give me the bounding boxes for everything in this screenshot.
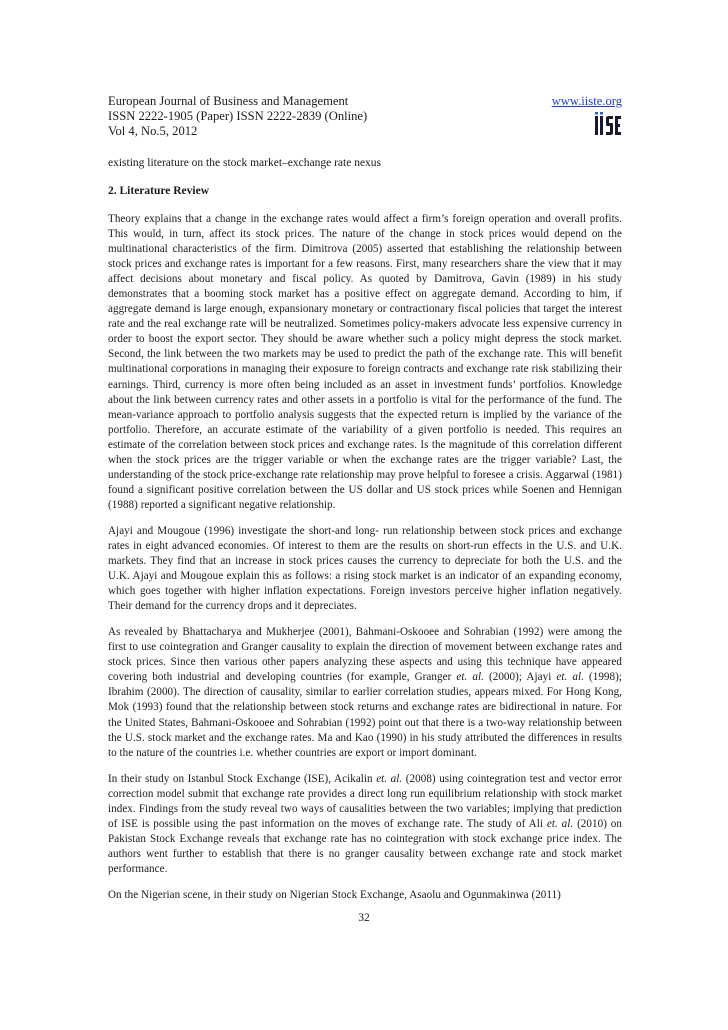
section-heading: 2. Literature Review — [108, 185, 210, 197]
italic-text: et. al. — [546, 817, 574, 830]
page-content — [108, 94, 622, 903]
paragraph-5 — [108, 888, 622, 903]
journal-header — [108, 94, 622, 139]
italic-text: et. al. — [376, 772, 403, 785]
paragraph-text: (2010) on Pakistan Stock Exchange reveals that exchange rate has no cointegration with stock exchange price index. The authors went further to establish that there is no granger causality between exchange rate and stock market performance. — [108, 817, 622, 875]
paragraph-2 — [108, 524, 622, 614]
continuation-line: existing literature on the stock market–exchange rate nexus — [108, 157, 382, 169]
page-number: 32 — [358, 912, 370, 924]
paragraph-text: In their study on Istanbul Stock Exchange (ISE), Acikalin — [108, 772, 377, 785]
journal-url-link[interactable]: www.iiste.org — [551, 94, 622, 108]
paragraph-text: Ajayi and Mougoue (1996) investigate the short-and long- run relationship between stock prices and exchange rates in eight advanced economies. Of interest to them are the results on short-run effects in the U.S. and U.K. markets. They find that an increase in stock prices causes the currency to depreciate for both the U.S. and the U.K. Ajayi and Mougoue explain this as follows: a rising stock market is an indicator of an expanding economy, which goes together with higher inflation expectations. Foreign investors perceive higher inflation negatively. Their demand for the currency drops and it depreciates. — [108, 524, 622, 613]
paragraph-text: On the Nigerian scene, in their study on Nigerian Stock Exchange, Asaolu and Ogunmakinwa (2011) — [108, 888, 561, 901]
italic-text: et. al. — [456, 671, 484, 684]
paragraph-text: (2000); Ajayi — [483, 671, 557, 684]
paragraph-4 — [108, 772, 622, 877]
paragraph-3 — [108, 625, 622, 760]
paragraph-text: Theory explains that a change in the exchange rates would affect a firm’s foreign operation and overall profits. This would, in turn, affect its stock prices. The nature of the change in stock prices would depend on the multinational characteristics of the firm. Dimitrova (2005) asserted that establishing the relationship between stock prices and exchange rates is important for a few reasons. First, many researchers share the view that it may affect decisions about monetary and fiscal policy. As quoted by Damitrova, Gavin (1989) in his study demonstrates that a booming stock market has a positive effect on aggregate demand. According to him, if aggregate demand is large enough, expansionary monetary or contractionary fiscal policies that target the interest rate and the real exchange rate will be neutralized. Sometimes policy-makers advocate less expensive currency in order to boost the export sector. They should be aware whether such a policy might depress the stock market. Second, the link between the two markets may be used to predict the path of the exchange rate. This will benefit multinational corporations in managing their exposure to foreign contracts and exchange rate risk stabilizing their earnings. Third, currency is more often being included as an asset in investment funds’ portfolios. Knowledge about the link between currency rates and other assets in a portfolio is vital for the performance of the fund. The mean-variance approach to portfolio analysis suggests that the expected return is implied by the variance of the portfolio. Therefore, an accurate estimate of the variability of a given portfolio is needed. This requires an estimate of the correlation between stock prices and exchange rates. Is the magnitude of this correlation different when the stock prices are the trigger variable or when the exchange rates are the trigger variable? Last, the understanding of the stock price-exchange rate relationship may prove helpful to foresee a crisis. Aggarwal (1981) found a significant positive correlation between the US dollar and US stock prices while Soenen and Hennigan (1988) reported a significant negative relationship. — [108, 213, 622, 511]
journal-title: European Journal of Business and Management — [108, 94, 349, 108]
body-paragraphs — [108, 212, 622, 903]
volume-line: Vol 4, No.5, 2012 — [108, 124, 198, 138]
italic-text: et. al. — [556, 671, 584, 684]
paragraph-text: (1998); Ibrahim (2000). The direction of causality, similar to earlier correlation studies, appears mixed. For Hong Kong, Mok (1993) found that the relationship between stock returns and exchange rates are bidirectional in nature. For the United States, Bahmani-Oskooee and Sohrabian (1992) point out that there is a two-way relationship between the U.S. stock market and the exchange rates. Ma and Kao (1990) in his study attributed the differences in results to the nature of the countries i.e. whether countries are export or import dominant. — [108, 671, 622, 759]
paragraph-1 — [108, 212, 622, 513]
paragraph-text: As revealed by Bhattacharya and Mukherjee (2001), Bahmani-Oskooee and Sohrabian (1992) were among the first to use cointegration and Granger causality to explain the direction of movement between exchange rates and stock prices. Since then various other papers analyzing these aspects and using this technique have appeared covering both industrial and developing countries (for example, Granger — [108, 626, 622, 684]
paragraph-text: (2008) using cointegration test and vector error correction model submit that exchange rate provides a direct long run equilibrium relationship with stock market index. Findings from the study reveal two ways of causalities between the two variables; implying that prediction of ISE is possible using the past information on the moves of exchange rate. The study of Ali — [108, 772, 622, 830]
iiste-logo — [594, 112, 622, 136]
issn-line: ISSN 2222-1905 (Paper) ISSN 2222-2839 (Online) — [108, 109, 368, 123]
